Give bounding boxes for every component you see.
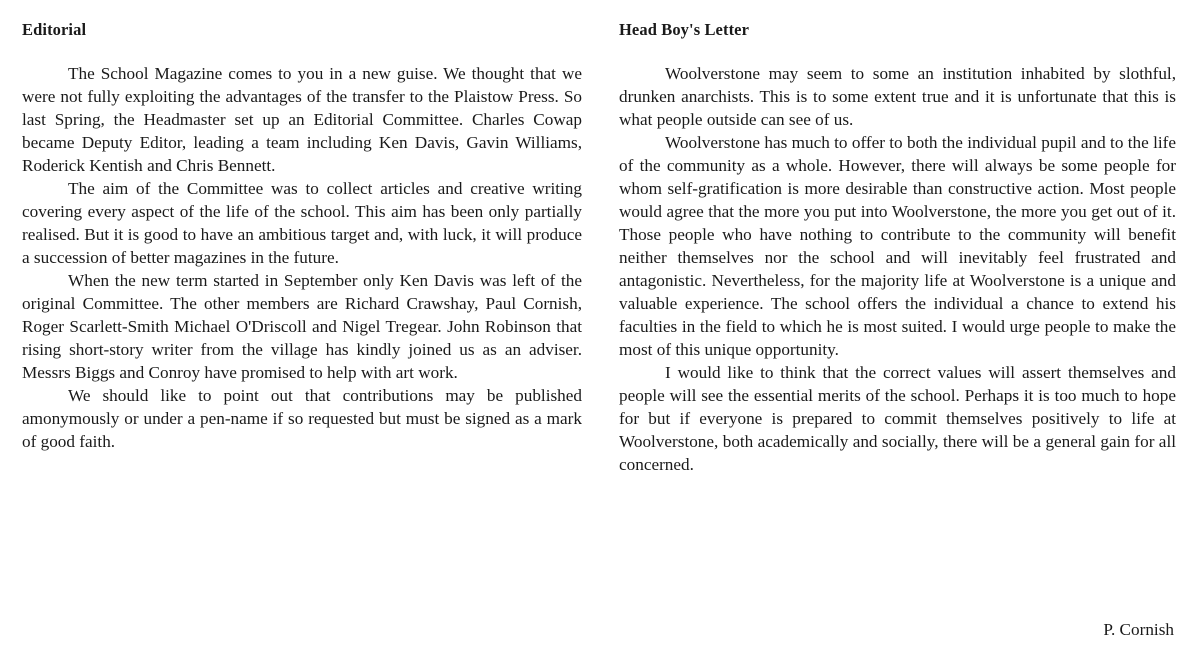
head-boys-letter-column bbox=[619, 12, 1176, 476]
head-boys-letter-title: Head Boy's Letter bbox=[619, 20, 750, 39]
letter-signature: P. Cornish bbox=[1103, 620, 1174, 639]
editorial-paragraph: The aim of the Committee was to collect articles and creative writing covering every aspect of the life of the school. This aim has been only partially realised. But it is good to have an ambitious target and, with luck, it will produce a succession of better magazines in the future. bbox=[22, 179, 582, 267]
editorial-paragraph: The School Magazine comes to you in a new guise. We thought that we were not fully exploiting the advantages of the transfer to the Plaistow Press. So last Spring, the Headmaster set up an Editorial Committee. Charles Cowap became Deputy Editor, leading a team including Ken Davis, Gavin Williams, Roderick Kentish and Chris Bennett. bbox=[22, 64, 582, 175]
editorial-paragraph: We should like to point out that contributions may be published amonymously or under a pen-name if so requested but must be signed as a mark of good faith. bbox=[22, 386, 582, 451]
editorial-column bbox=[22, 12, 582, 453]
editorial-title: Editorial bbox=[22, 20, 87, 39]
letter-paragraph: Woolverstone may seem to some an institution inhabited by slothful, drunken anarchists. This is to some extent true and it is unfortunate that this is what people outside can see of us. bbox=[619, 64, 1176, 129]
letter-paragraph: Woolverstone has much to offer to both the individual pupil and to the life of the community as a whole. However, there will always be some people for whom self-gratification is more desirable than constructive action. Most people would agree that the more you put into Woolverstone, the more you get out of it. Those people who have nothing to contribute to the community will benefit neither themselves nor the school and will inevitably feel frustrated and antagonistic. Nevertheless, for the majority life at Woolverstone is a unique and valuable experience. The school offers the individual a chance to extend his faculties in the field to which he is most suited. I would urge people to make the most of this unique opportunity. bbox=[619, 133, 1176, 359]
letter-paragraph: I would like to think that the correct values will assert themselves and people will see the essential merits of the school. Perhaps it is too much to hope for but if everyone is prepared to commit themselves positively to life at Woolverstone, both academically and socially, there will be a general gain for all concerned. bbox=[619, 363, 1176, 474]
editorial-paragraph: When the new term started in September only Ken Davis was left of the original Committee. The other members are Richard Crawshay, Paul Cornish, Roger Scarlett-Smith Michael O'Driscoll and Nigel Tregear. John Robinson that rising short-story writer from the village has kindly joined us as an adviser. Messrs Biggs and Conroy have promised to help with art work. bbox=[22, 271, 582, 382]
